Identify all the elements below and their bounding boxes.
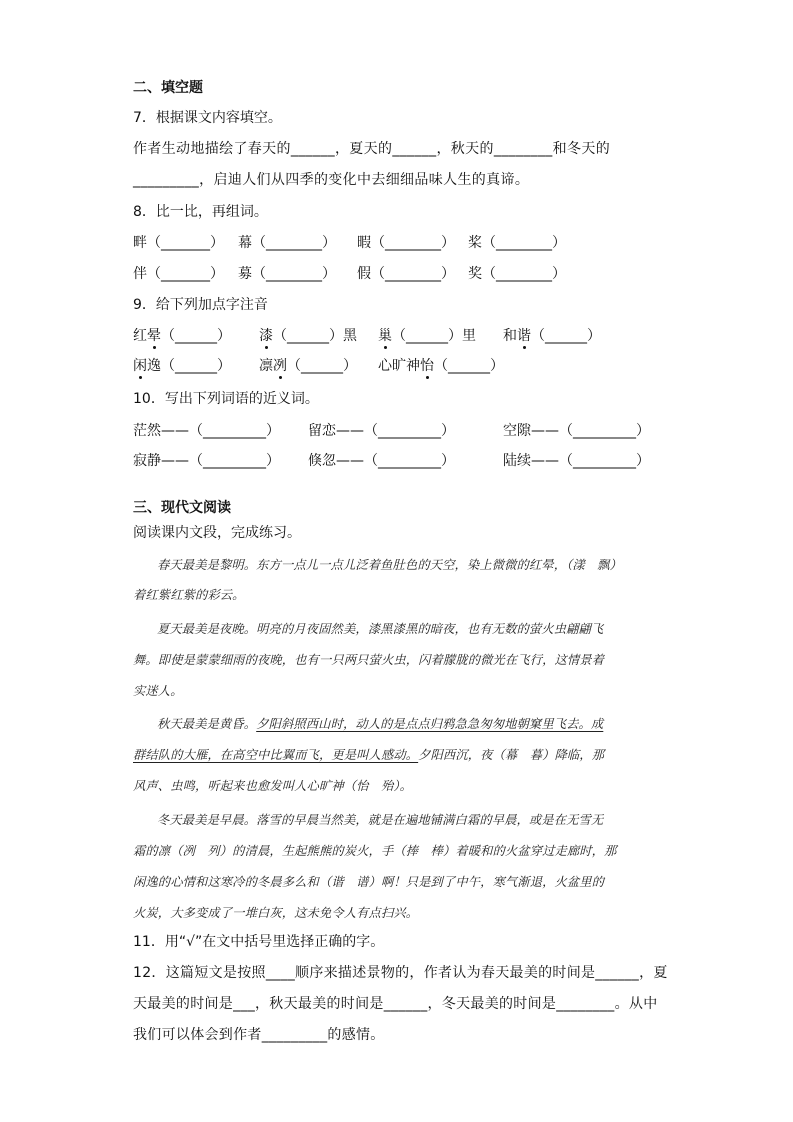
q8-r1-c2: 幕（________） — [238, 235, 336, 251]
section-title-reading: 三、现代文阅读 — [133, 500, 231, 516]
q9-r1-c2 — [259, 326, 357, 346]
q8-r1-c3: 暇（________） — [357, 235, 455, 251]
q12-line3: 我们可以体会到作者_________的感情。 — [133, 1027, 385, 1043]
q8-r1-c1: 畔（_______） — [133, 235, 224, 251]
reading-intro: 阅读课内文段，完成练习。 — [133, 525, 301, 541]
passage-p3-lead: 秋天最美是黄昏。 — [157, 717, 257, 731]
q9-r1-c2-blank: （______）黑 — [273, 328, 357, 344]
q9-r1-c4-blank: （______） — [531, 328, 601, 344]
q9-r1-c3-dotted: 巢 — [378, 328, 392, 344]
q9-r1-c4 — [503, 326, 601, 346]
q9-r2-c3-pre: 心旷神 — [378, 358, 420, 374]
passage-p2-line2: 舞。即使是蒙蒙细雨的夜晚，也有一只两只萤火虫，闪着朦胧的微光在飞行，这情景着 — [133, 653, 605, 667]
passage-p4-line1: 冬天最美是早晨。落雪的早晨当然美，就是在遍地铺满白霜的早晨，或是在无雪无 — [157, 813, 604, 827]
passage-p1-line2: 着红紫红紫的彩云。 — [133, 588, 245, 602]
q10-title: 10．写出下列词语的近义词。 — [133, 391, 319, 407]
q9-r2-c1-blank: 逸（______） — [147, 358, 231, 374]
q9-r2-c2 — [259, 356, 357, 376]
q7-line2: _________，启迪人们从四季的变化中去细细品味人生的真谛。 — [133, 172, 530, 188]
q9-r1-c1-pre: 红 — [133, 328, 147, 344]
passage-p3-underlined-2: 群结队的大雁，在高空中比翼而飞，更是叫人感动。 — [133, 748, 419, 762]
q8-r2-c3: 假（________） — [357, 266, 455, 282]
q9-r1-c3 — [378, 326, 476, 346]
q8-title: 8．比一比，再组词。 — [133, 204, 268, 220]
q9-r2-c2-blank: （______） — [287, 358, 357, 374]
passage-p3-underlined-1: 夕阳斜照西山时，动人的是点点归鸦急急匆匆地朝窠里飞去。成 — [256, 717, 604, 731]
passage-p3-line1 — [133, 714, 660, 734]
q9-r1-c1-blank: （______） — [161, 328, 231, 344]
q9-r1-c1 — [133, 326, 231, 346]
q9-title: 9．给下列加点字注音 — [133, 297, 268, 313]
q10-r2-c1: 寂静——（_________） — [133, 453, 280, 469]
q7-title: 7．根据课文内容填空。 — [133, 110, 282, 126]
q9-r2-c2-dotted: 冽 — [273, 358, 287, 374]
q9-r2-c3-dotted: 怡 — [420, 358, 434, 374]
passage-p3-tail: 夕阳西沉，夜（幕 暮）降临，那 — [418, 748, 605, 762]
q10-r1-c2: 留恋——（_________） — [308, 423, 455, 439]
q9-r1-c3-blank: （______）里 — [392, 328, 476, 344]
q8-r2-c4: 奖（________） — [468, 266, 566, 282]
passage-p3-line2 — [133, 745, 660, 765]
q9-r1-c4-pre: 和 — [503, 328, 517, 344]
q12-line1: 12．这篇短文是按照____顺序来描述景物的，作者认为春天最美的时间是______，夏 — [133, 965, 668, 981]
q10-r2-c3: 陆续——（_________） — [503, 453, 650, 469]
passage-p4-line4: 火炭，大多变成了一堆白灰，这未免令人有点扫兴。 — [133, 906, 419, 920]
q9-r2-c3 — [378, 356, 504, 376]
q9-r1-c1-dotted: 晕 — [147, 328, 161, 344]
q11-text: 11．用“√”在文中括号里选择正确的字。 — [133, 934, 385, 950]
passage-p4-line3: 闲逸的心情和这寒冷的冬晨多么和（谐 谱）啊！只是到了中午，寒气渐退，火盆里的 — [133, 875, 605, 889]
passage-p3-line3: 风声、虫鸣，听起来也愈发叫人心旷神（怡 殆）。 — [133, 779, 412, 793]
q9-r2-c1-dotted: 闲 — [133, 358, 147, 374]
q9-r1-c2-dotted: 漆 — [259, 328, 273, 344]
passage-p2-line3: 实迷人。 — [133, 684, 183, 698]
q9-r2-c2-pre: 凛 — [259, 358, 273, 374]
section-title-fill: 二、填空题 — [133, 80, 203, 96]
q9-r2-c1 — [133, 356, 231, 376]
q10-r2-c2: 倏忽——（_________） — [308, 453, 455, 469]
q8-r2-c2: 募（________） — [238, 266, 336, 282]
passage-p1-line1: 春天最美是黎明。东方一点儿一点儿泛着鱼肚色的天空，染上微微的红晕，（漾 飘） — [157, 558, 622, 572]
q9-r2-c3-blank: （______） — [434, 358, 504, 374]
q9-r1-c4-dotted: 谐 — [517, 328, 531, 344]
q10-r1-c1: 茫然——（_________） — [133, 423, 280, 439]
passage-p2-line1: 夏天最美是夜晚。明亮的月夜固然美，漆黑漆黑的暗夜，也有无数的萤火虫翩翩飞 — [157, 622, 604, 636]
q8-r1-c4: 桨（________） — [468, 235, 566, 251]
q8-r2-c1: 伴（_______） — [133, 266, 224, 282]
q10-r1-c3: 空隙——（_________） — [503, 423, 650, 439]
passage-p4-line2: 霜的凛（冽 列）的清晨，生起熊熊的炭火，手（捧 棒）着暖和的火盆穿过走廊时，那 — [133, 844, 617, 858]
q7-line1: 作者生动地描绘了春天的______，夏天的______，秋天的________和冬天的 — [133, 141, 611, 157]
q12-line2: 天最美的时间是___，秋天最美的时间是______，冬天最美的时间是________。从中 — [133, 996, 658, 1012]
